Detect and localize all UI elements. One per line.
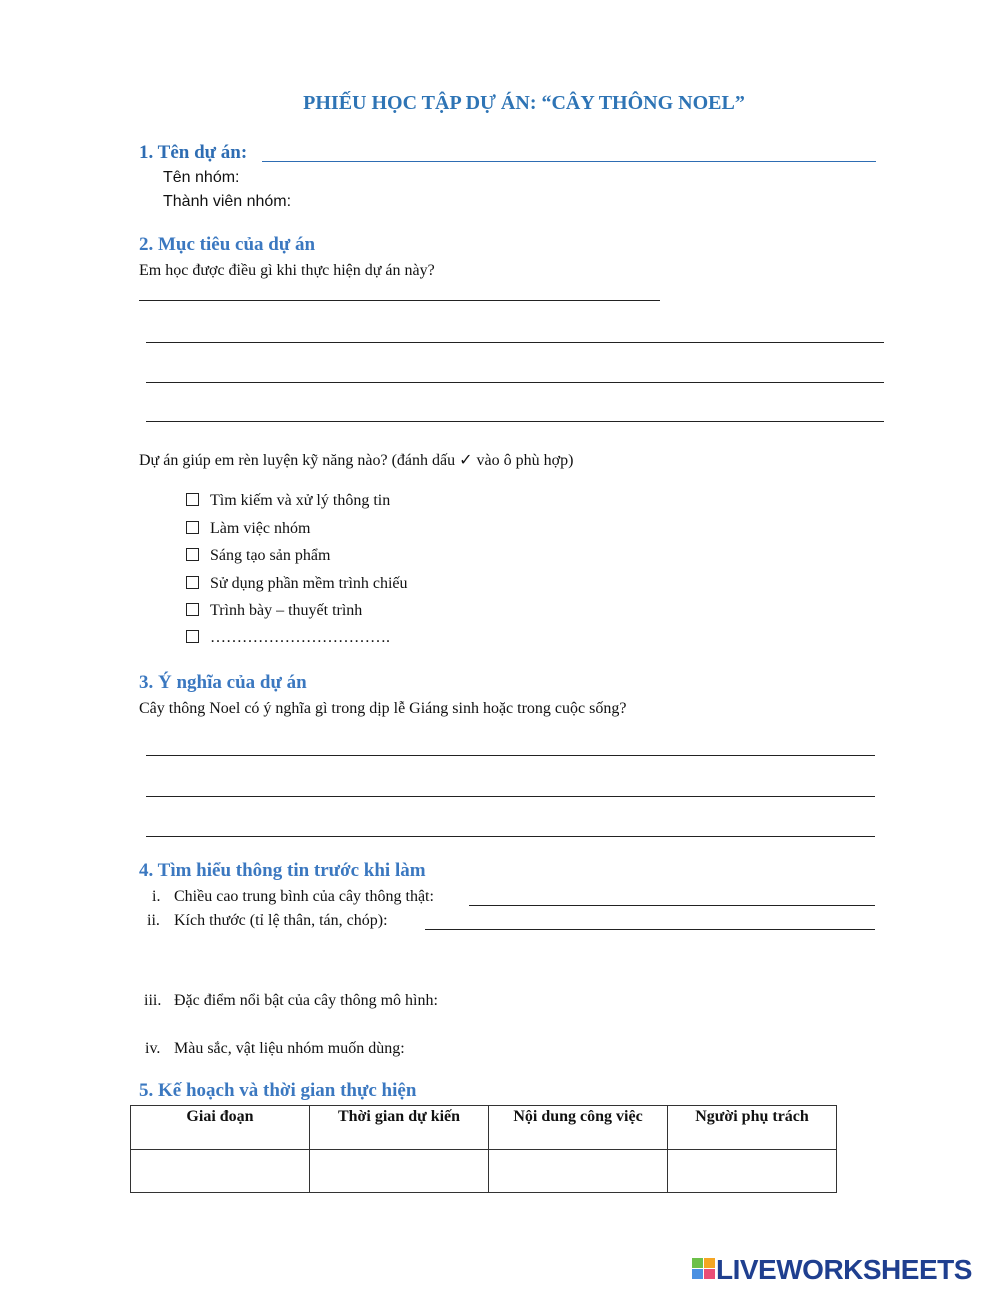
checkbox[interactable] (186, 548, 199, 561)
answer-line[interactable] (425, 929, 875, 930)
section-2-question: Em học được điều gì khi thực hiện dự án này? (139, 262, 435, 279)
logo-icon (692, 1258, 716, 1280)
item-text: Kích thước (tỉ lệ thân, tán, chóp): (174, 912, 388, 929)
section-1-heading: 1. Tên dự án: (139, 142, 248, 163)
column-header: Nội dung công việc (489, 1106, 668, 1150)
item-text: Chiều cao trung bình của cây thông thật: (174, 888, 434, 905)
answer-line[interactable] (469, 905, 875, 906)
item-text: Màu sắc, vật liệu nhóm muốn dùng: (174, 1040, 405, 1057)
item-number: iv. (145, 1040, 161, 1057)
table-cell[interactable] (131, 1150, 310, 1193)
table-cell[interactable] (668, 1150, 837, 1193)
group-name-label: Tên nhóm: (163, 169, 240, 186)
checkbox[interactable] (186, 576, 199, 589)
checkbox[interactable] (186, 603, 199, 616)
plan-table (130, 1105, 837, 1193)
answer-line[interactable] (146, 382, 884, 383)
item-number: ii. (147, 912, 160, 929)
checkbox[interactable] (186, 521, 199, 534)
skill-option[interactable]: Làm việc nhóm (186, 520, 310, 538)
answer-line[interactable] (146, 755, 875, 756)
column-header: Giai đoạn (131, 1106, 310, 1150)
section-3-heading: 3. Ý nghĩa của dự án (139, 672, 307, 693)
item-text: Đặc điểm nổi bật của cây thông mô hình: (174, 992, 438, 1009)
answer-line[interactable] (146, 796, 875, 797)
item-number: i. (152, 888, 161, 905)
checkbox[interactable] (186, 493, 199, 506)
column-header: Thời gian dự kiến (310, 1106, 489, 1150)
answer-line[interactable] (146, 421, 884, 422)
answer-line[interactable] (146, 342, 884, 343)
skills-question: Dự án giúp em rèn luyện kỹ năng nào? (đánh dấu ✓ vào ô phù hợp) (139, 452, 574, 469)
page-title: PHIẾU HỌC TẬP DỰ ÁN: “CÂY THÔNG NOEL” (303, 92, 745, 114)
table-row (131, 1150, 837, 1193)
skill-option[interactable]: ……………………………. (186, 629, 390, 647)
table-header-row (131, 1106, 837, 1150)
logo-text: LIVEWORKSHEETS (716, 1254, 972, 1285)
table-cell[interactable] (310, 1150, 489, 1193)
skill-option[interactable]: Tìm kiếm và xử lý thông tin (186, 492, 390, 510)
checkbox[interactable] (186, 630, 199, 643)
project-name-line[interactable] (262, 161, 876, 162)
answer-line[interactable] (146, 836, 875, 837)
answer-line[interactable] (139, 300, 660, 301)
section-3-question: Cây thông Noel có ý nghĩa gì trong dịp lễ Giáng sinh hoặc trong cuộc sống? (139, 700, 627, 717)
section-4-heading: 4. Tìm hiểu thông tin trước khi làm (139, 860, 426, 881)
item-number: iii. (144, 992, 162, 1009)
table-cell[interactable] (489, 1150, 668, 1193)
members-label: Thành viên nhóm: (163, 193, 292, 210)
skill-option[interactable]: Sử dụng phần mềm trình chiếu (186, 575, 408, 593)
skill-option[interactable]: Sáng tạo sản phẩm (186, 547, 330, 565)
skill-option[interactable]: Trình bày – thuyết trình (186, 602, 362, 620)
section-5-heading: 5. Kế hoạch và thời gian thực hiện (139, 1080, 417, 1101)
column-header: Người phụ trách (668, 1106, 837, 1150)
section-2-heading: 2. Mục tiêu của dự án (139, 234, 316, 255)
